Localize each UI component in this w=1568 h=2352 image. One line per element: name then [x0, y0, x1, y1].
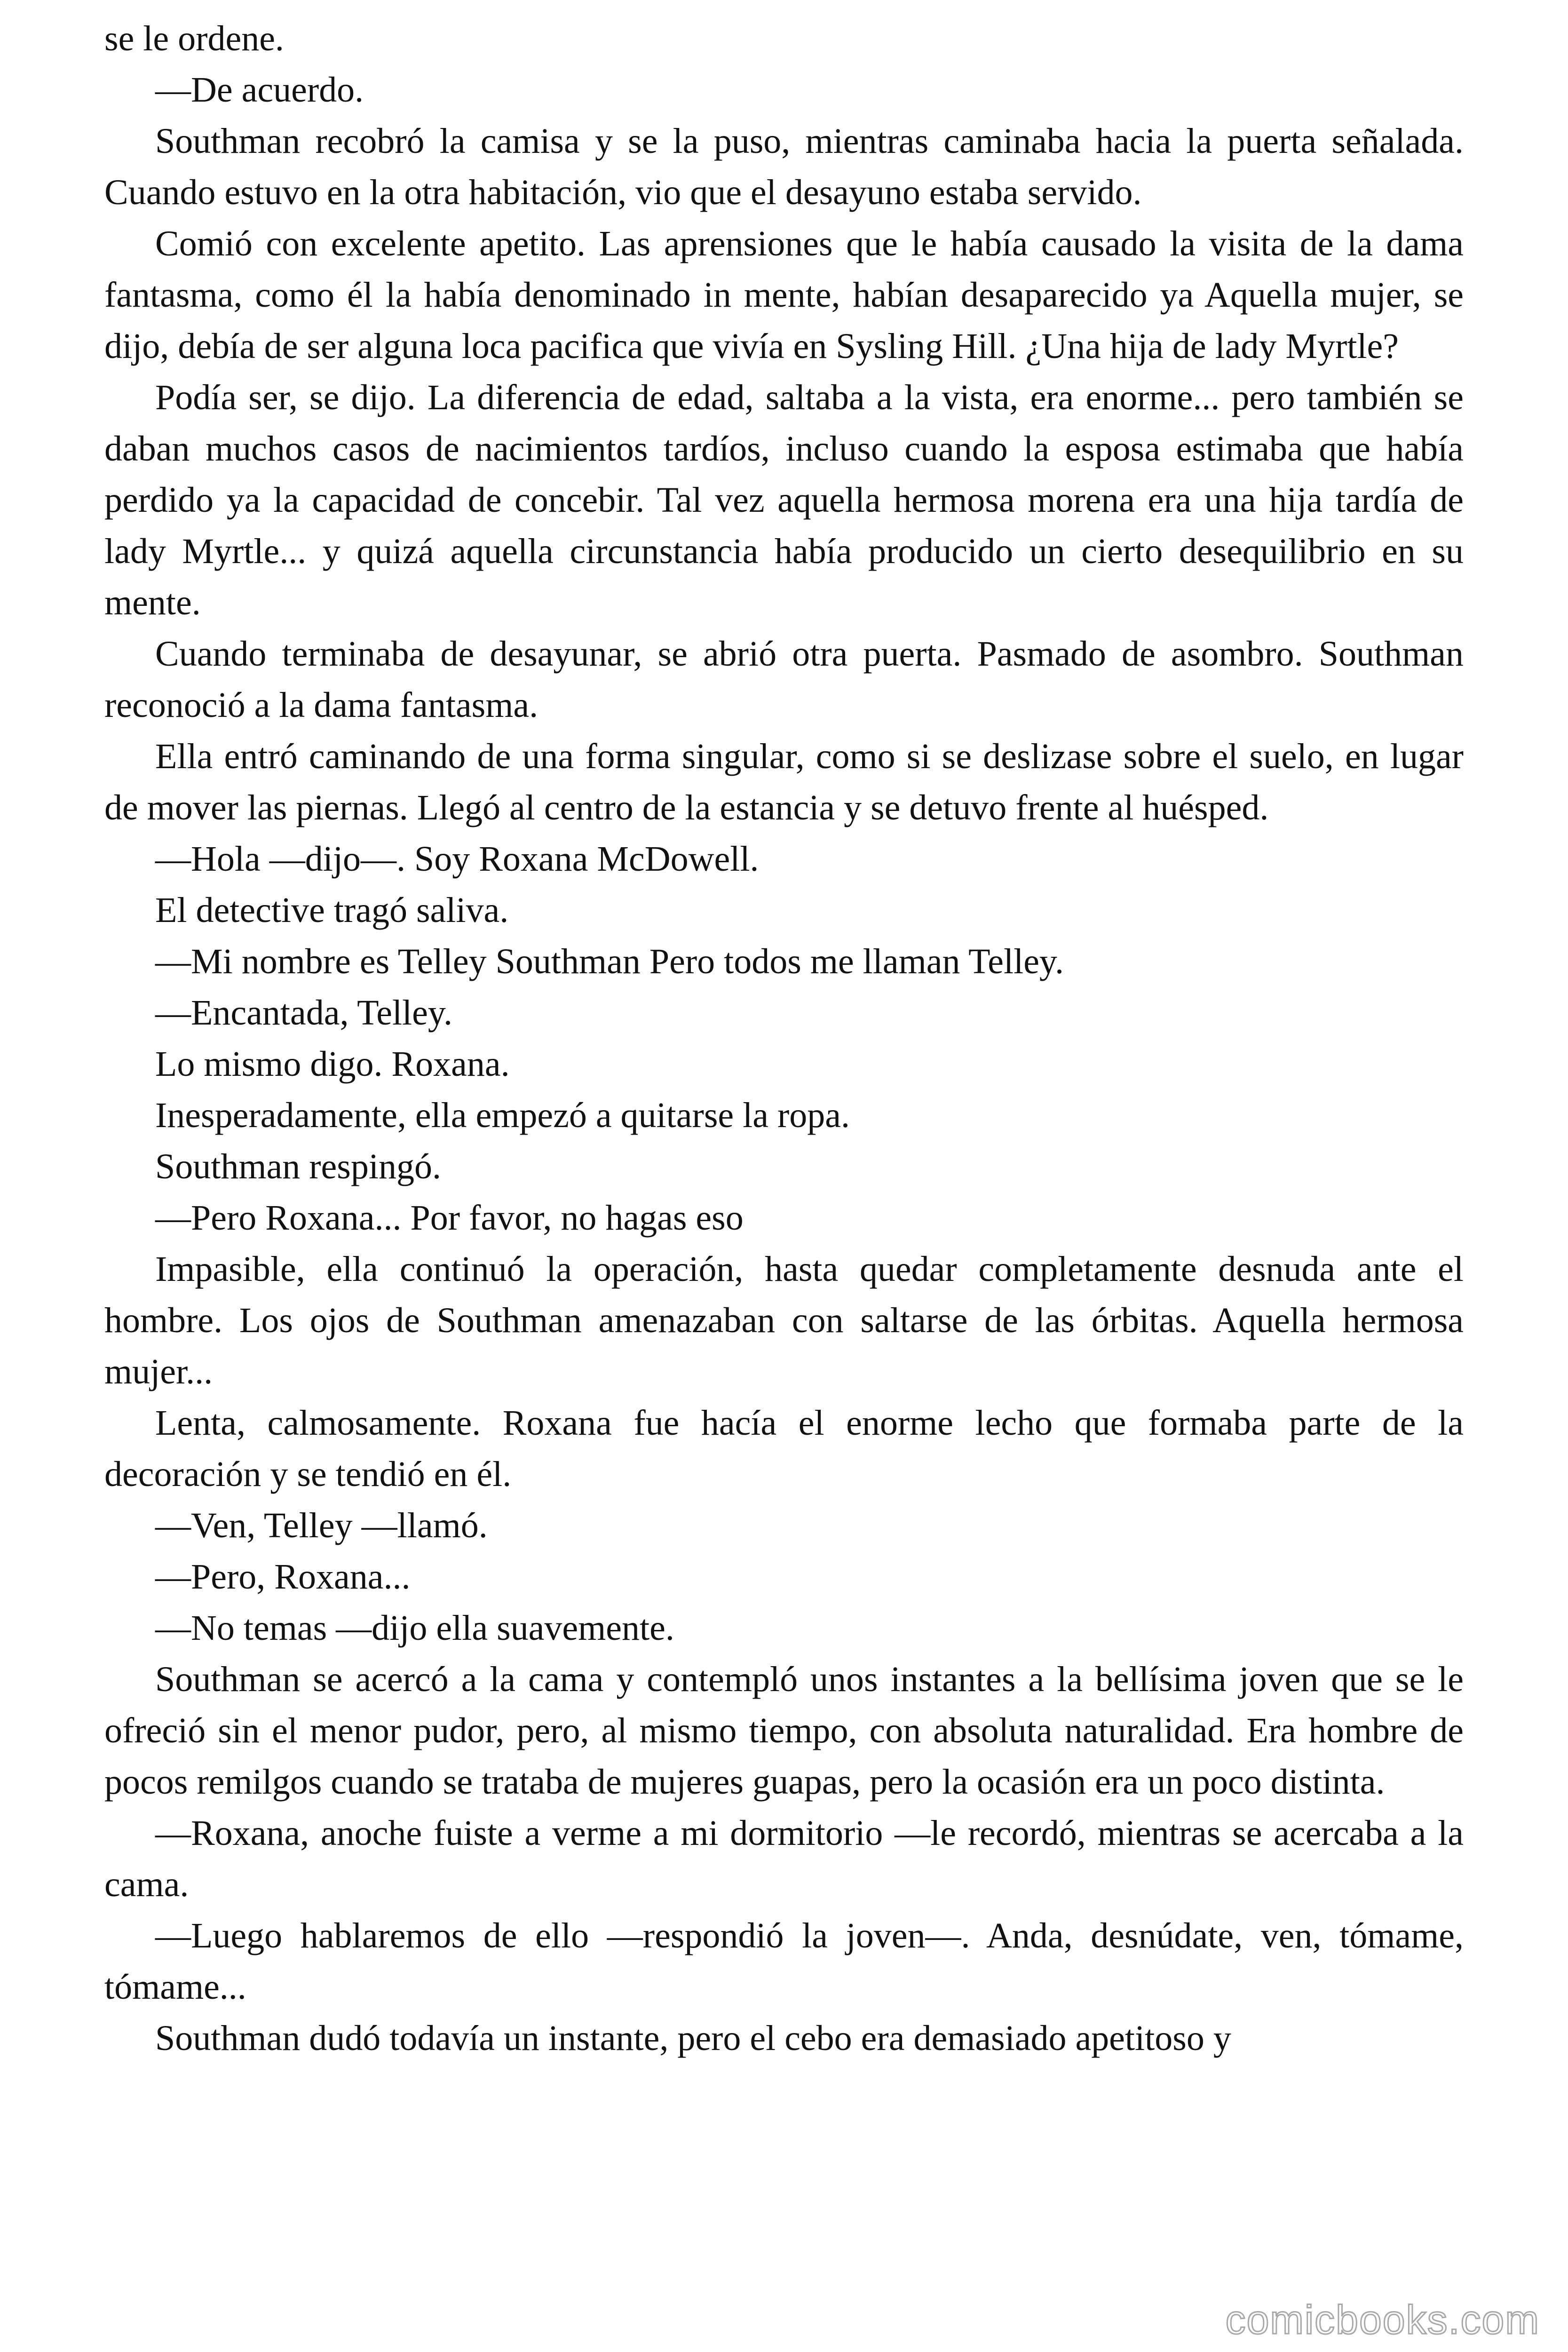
paragraph: Podía ser, se dijo. La diferencia de edad, saltaba a la vista, era enorme... pero también se daban muchos casos de nacimientos tardíos, incluso cuando la esposa estimaba que había perdido ya la capacidad de concebir. Tal vez aquella hermosa morena era una hija tardía de lady Myrtle... y quizá aquella circunstancia había producido un cierto desequilibrio en su mente. — [104, 378, 1464, 622]
paragraph: Lenta, calmosamente. Roxana fue hacía el enorme lecho que formaba parte de la decoración y se tendió en él. — [104, 1403, 1464, 1494]
paragraph: —Luego hablaremos de ello —respondió la joven—. Anda, desnúdate, ven, tómame, tómame... — [104, 1916, 1464, 2007]
paragraph: Southman se acercó a la cama y contempló unos instantes a la bellísima joven que se le ofreció sin el menor pudor, pero, al mismo tiempo, con absoluta naturalidad. Era hombre de pocos remilgos cuando se trataba de mujeres guapas, pero la ocasión era un poco distinta. — [104, 1660, 1464, 1802]
paragraph: Southman respingó. — [155, 1147, 441, 1186]
paragraph: —Hola —dijo—. Soy Roxana McDowell. — [155, 839, 759, 879]
paragraph: Ella entró caminando de una forma singular, como si se deslizase sobre el suelo, en lugar de mover las piernas. Llegó al centro de la estancia y se detuvo frente al huésped. — [104, 737, 1464, 827]
paragraph: —Mi nombre es Telley Southman Pero todos me llaman Telley. — [155, 942, 1064, 981]
paragraph: El detective tragó saliva. — [155, 890, 509, 930]
paragraph: —No temas —dijo ella suavemente. — [155, 1608, 674, 1648]
paragraph: Inesperadamente, ella empezó a quitarse la ropa. — [155, 1096, 850, 1135]
paragraph: —Roxana, anoche fuiste a verme a mi dormitorio —le recordó, mientras se acercaba a la cama. — [104, 1813, 1464, 1904]
paragraph: Impasible, ella continuó la operación, hasta quedar completamente desnuda ante el hombre. Los ojos de Southman amenazaban con saltarse de las órbitas. Aquella hermosa mujer... — [104, 1249, 1464, 1391]
paragraph: —Ven, Telley —llamó. — [155, 1506, 488, 1545]
paragraph: —Encantada, Telley. — [155, 993, 452, 1033]
document-page — [104, 13, 1464, 2064]
paragraph: —Pero, Roxana... — [155, 1557, 411, 1597]
paragraph: —Pero Roxana... Por favor, no hagas eso — [155, 1198, 744, 1238]
paragraph: se le ordene. — [104, 19, 284, 58]
paragraph: Lo mismo digo. Roxana. — [155, 1044, 510, 1084]
paragraph: Southman recobró la camisa y se la puso, mientras caminaba hacia la puerta señalada. Cuando estuvo en la otra habitación, vio que el desayuno estaba servido. — [104, 121, 1464, 212]
paragraph: —De acuerdo. — [155, 70, 364, 110]
paragraph: Comió con excelente apetito. Las aprensiones que le había causado la visita de la dama fantasma, como él la había denominado in mente, habían desaparecido ya Aquella mujer, se dijo, debía de ser alguna loca pacifica que vivía en Sysling Hill. ¿Una hija de lady Myrtle? — [104, 224, 1464, 366]
paragraph: Cuando terminaba de desayunar, se abrió otra puerta. Pasmado de asombro. Southman reconoció a la dama fantasma. — [104, 634, 1464, 725]
paragraph: Southman dudó todavía un instante, pero el cebo era demasiado apetitoso y — [155, 2018, 1231, 2058]
watermark: comicbooks.com — [1225, 2297, 1540, 2343]
